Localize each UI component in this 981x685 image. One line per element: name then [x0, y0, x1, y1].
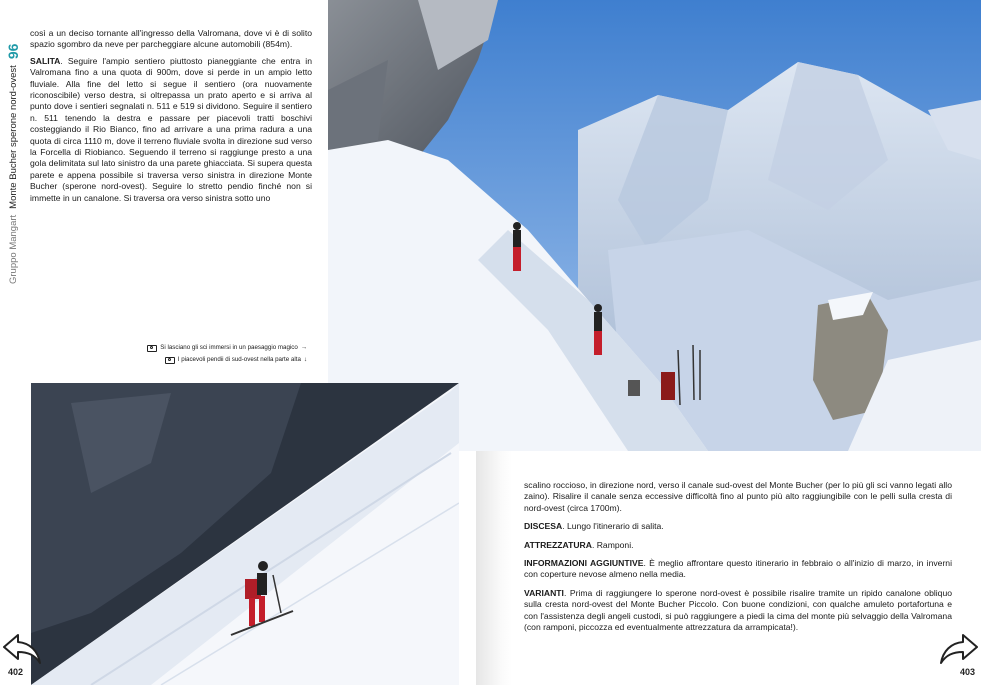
info-text: . È meglio affrontare questo itinerario in febbraio o all'inizio di marzo, in inverni con coperture nevose almeno nella media. — [524, 558, 952, 580]
page-number-right: 403 — [959, 667, 975, 677]
discesa-label: DISCESA — [524, 521, 563, 532]
caption-1 — [147, 342, 307, 354]
page-gutter — [476, 450, 512, 685]
route-title: Monte Bucher sperone nord-ovest — [7, 65, 19, 209]
continuation-paragraph: scalino roccioso, in direzione nord, verso il canale sud-ovest del Monte Bucher (per lo più gli sci vanno legati allo zaino). Risalire il canale senza eccessive difficoltà fino al punto più alto raggiungibile con le pelli sulla cresta di nord-ovest (circa 1700m). — [524, 480, 952, 513]
salita-label: SALITA — [30, 55, 61, 66]
running-header — [4, 24, 22, 284]
varianti-text: . Prima di raggiungere lo sperone nord-ovest è possibile risalire tramite un ripido canalone obliquo sulla cresta nord-ovest del Monte Bucher Piccolo. Con buone condizioni, con qualche amuleto portafortuna e con l'assistenza degli angeli custodi, si può raggiungere a piedi la cima del monte più selvaggio della Valromana (con ramponi, piccozza ed eventualmente attrezzatura da arrampicata!). — [524, 587, 952, 633]
discesa-paragraph — [524, 521, 952, 532]
next-page-button[interactable] — [939, 632, 979, 671]
caption-1-text: Si lasciano gli sci immersi in un paesaggio magico — [160, 344, 298, 351]
salita-paragraph — [30, 56, 312, 204]
info-label: INFORMAZIONI AGGIUNTIVE — [524, 558, 644, 569]
arrow-right-icon: → — [300, 344, 307, 351]
previous-page-button[interactable] — [2, 632, 42, 671]
caption-2-text: I piacevoli pendii di sud-ovest nella parte alta — [177, 356, 301, 363]
forward-arrow-icon — [939, 632, 979, 666]
salita-text: . Seguire l'ampio sentiero piuttosto pianeggiante che entra in Valromana fino a una quota di 900m, dove si perde in un ampio letto fluviale. Alla fine del letto si segue il sentiero (ora nuovamente riconoscibile) verso destra, si oltrepassa un prato aperto e si arriva al punto dove i sentieri segnalati n. 511 e 519 si dividono. Seguire il sentiero n. 511 tenendo la destra e passare per piacevoli tratti boschivi costeggiando il Rio Bianco, fino ad arrivare a una prima radura a una quota di circa 1110 m, dove il terreno fluviale svolta in direzione sud verso la Forcella di Riobianco. Seguendo il terreno si raggiunge presto a una gola delimitata sul lato sinistro da una parete ghiacciata. Si supera questa parete e appena possibile si traversa verso sinistra in direzione Monte Bucher (sperone nord-ovest). Seguire lo stretto pendio finché non si immette in un canalone. Si traversa ora verso sinistra sotto uno — [30, 55, 312, 203]
camera-icon — [147, 345, 157, 352]
right-text-column — [524, 480, 952, 640]
camera-icon — [165, 357, 175, 364]
attrezzatura-label: ATTREZZATURA — [524, 539, 592, 550]
arrow-down-icon: ↓ — [303, 356, 307, 363]
group-name: Gruppo Mangart — [7, 214, 19, 284]
info-paragraph — [524, 558, 952, 581]
page-number-left: 402 — [8, 667, 24, 677]
varianti-paragraph — [524, 588, 952, 634]
photo-skier-slope — [31, 383, 459, 685]
varianti-label: VARIANTI — [524, 587, 564, 598]
discesa-text: . Lungo l'itinerario di salita. — [562, 521, 664, 532]
route-number: 96 — [5, 43, 21, 60]
attrezzatura-paragraph — [524, 540, 952, 551]
left-text-column — [30, 28, 312, 209]
attrezzatura-text: . Ramponi. — [591, 539, 634, 550]
intro-paragraph: così a un deciso tornante all'ingresso della Valromana, dove vi è di solito spazio sgombro da neve per parcheggiare alcune automobili (854m). — [30, 28, 312, 50]
back-arrow-icon — [2, 632, 42, 666]
photo-captions — [147, 342, 307, 366]
caption-2 — [147, 354, 307, 366]
